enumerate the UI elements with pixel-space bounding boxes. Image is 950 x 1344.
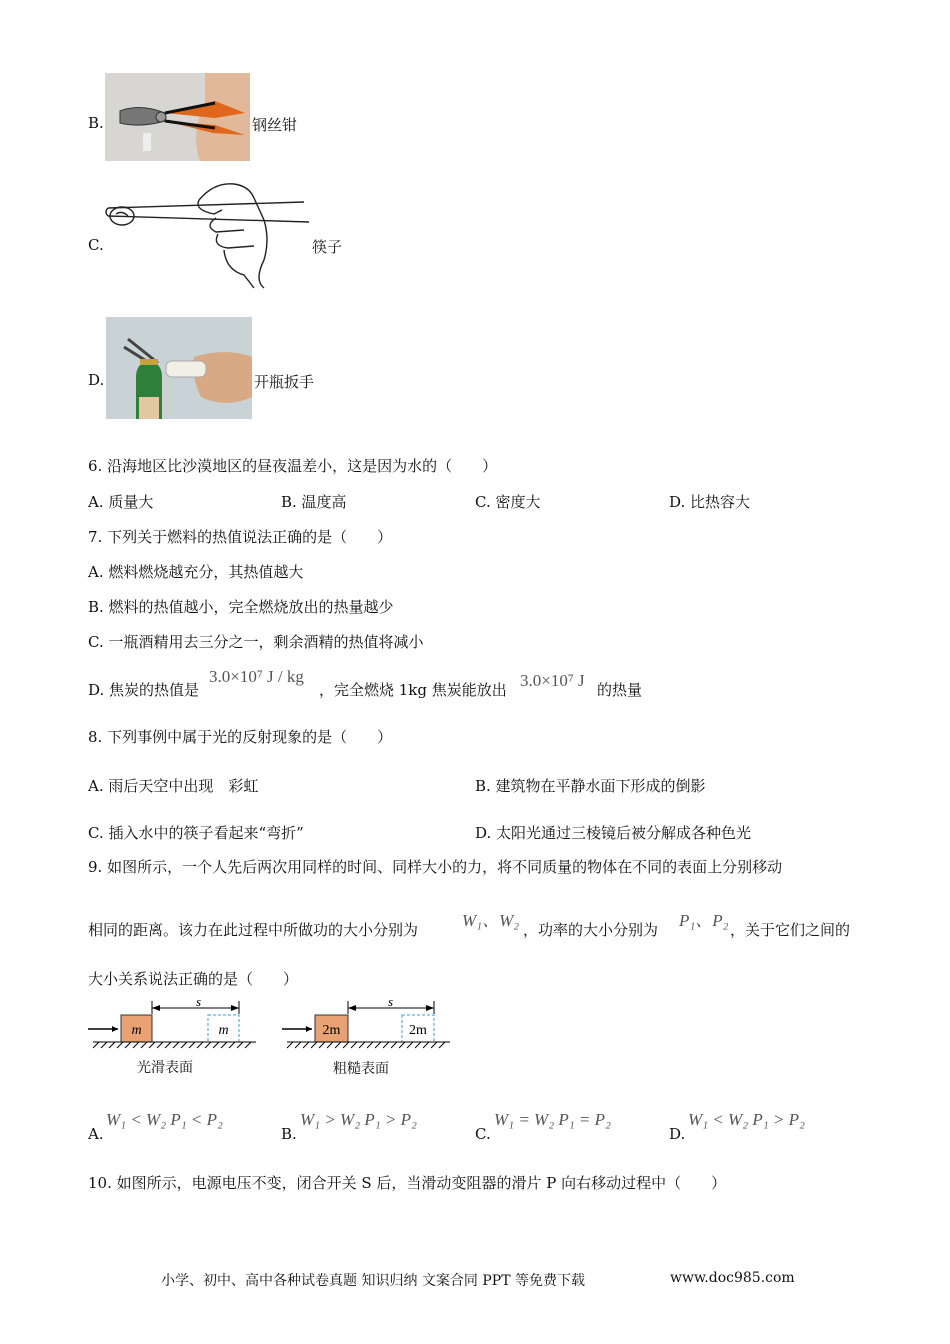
q9-work-formula: W₁、W₂ [462,911,520,930]
q7-formula-heat-value: 3.0×10⁷ J / kg [209,667,304,686]
q8-stem: 8. 下列事例中属于光的反射现象的是（ ） [88,728,393,746]
rough-block-mass-final: 2m [409,1023,427,1038]
smooth-block-mass-final: m [218,1023,229,1038]
q8-option-c: C. 插入水中的筷子看起来“弯折” [88,824,304,842]
q9-line2-part3: ，关于它们之间的 [730,921,851,939]
q7-option-d-part3: 的热量 [597,681,643,699]
q7-option-c: C. 一瓶酒精用去三分之一，剩余酒精的热值将减小 [88,633,424,651]
footer-link[interactable]: www.doc985.com [670,1270,795,1286]
footer-text: 小学、初中、高中各种试卷真题 知识归纳 文案合同 PPT 等免费下载 [161,1273,585,1289]
q6-option-d: D. 比热容大 [669,493,751,511]
q7-option-b: B. 燃料的热值越小，完全燃烧放出的热量越少 [88,598,394,616]
q9-option-b-letter: B. [281,1125,297,1143]
pliers-image [105,73,250,161]
option-c-label: 筷子 [312,238,343,256]
q6-option-c: C. 密度大 [475,493,541,511]
option-d-label: 开瓶扳手 [254,373,315,391]
bottle-opener-image [106,317,252,419]
rough-surface-caption: 粗糙表面 [333,1061,389,1077]
option-b-letter: B. [88,114,104,132]
q7-option-d-part1: D. 焦炭的热值是 [88,681,200,699]
smooth-block-mass: m [131,1023,142,1038]
q9-line2-part2: ，功率的大小分别为 [523,921,659,939]
q6-stem: 6. 沿海地区比沙漠地区的昼夜温差小，这是因为水的（ ） [88,457,498,475]
q9-power-formula: P₁、P₂ [679,911,729,930]
q9-option-a-letter: A. [88,1125,104,1143]
q9-option-c-formula: W₁ = W₂ P₁ = P₂ [494,1110,611,1129]
option-b-label: 钢丝钳 [252,116,298,134]
q9-line2-part1: 相同的距离。该力在此过程中所做功的大小分别为 [88,921,419,939]
q7-option-a: A. 燃料燃烧越充分，其热值越大 [88,563,304,581]
q8-option-a: A. 雨后天空中出现 彩虹 [88,777,259,795]
q9-option-b-formula: W₁ > W₂ P₁ > P₂ [300,1110,417,1129]
q9-line1: 9. 如图所示，一个人先后两次用同样的时间、同样大小的力，将不同质量的物体在不同的表面上分别移动 [88,858,783,876]
q9-line3: 大小关系说法正确的是（ ） [88,970,299,988]
q6-option-a: A. 质量大 [88,493,154,511]
chopsticks-image [104,180,314,290]
q9-option-d-formula: W₁ < W₂ P₁ > P₂ [688,1110,805,1129]
q8-option-d: D. 太阳光通过三棱镜后被分解成各种色光 [475,824,752,842]
q6-option-b: B. 温度高 [281,493,347,511]
rough-distance-label: s [388,998,394,1009]
q10-stem: 10. 如图所示，电源电压不变，闭合开关 S 后，当滑动变阻器的滑片 P 向右移动过程中（ ） [88,1174,727,1192]
q7-stem: 7. 下列关于燃料的热值说法正确的是（ ） [88,528,393,546]
q9-option-a-formula: W₁ < W₂ P₁ < P₂ [106,1110,223,1129]
q9-option-d-letter: D. [669,1125,686,1143]
rough-block-mass: 2m [322,1023,341,1038]
q8-option-b: B. 建筑物在平静水面下形成的倒影 [475,777,706,795]
q9-option-c-letter: C. [475,1125,491,1143]
option-d-letter: D. [88,371,105,389]
smooth-distance-label: s [196,998,202,1009]
q7-formula-heat: 3.0×10⁷ J [520,671,585,690]
q7-option-d-part2: ，完全燃烧 1kg 焦炭能放出 [319,681,507,699]
smooth-surface-caption: 光滑表面 [137,1060,193,1076]
option-c-letter: C. [88,236,104,254]
